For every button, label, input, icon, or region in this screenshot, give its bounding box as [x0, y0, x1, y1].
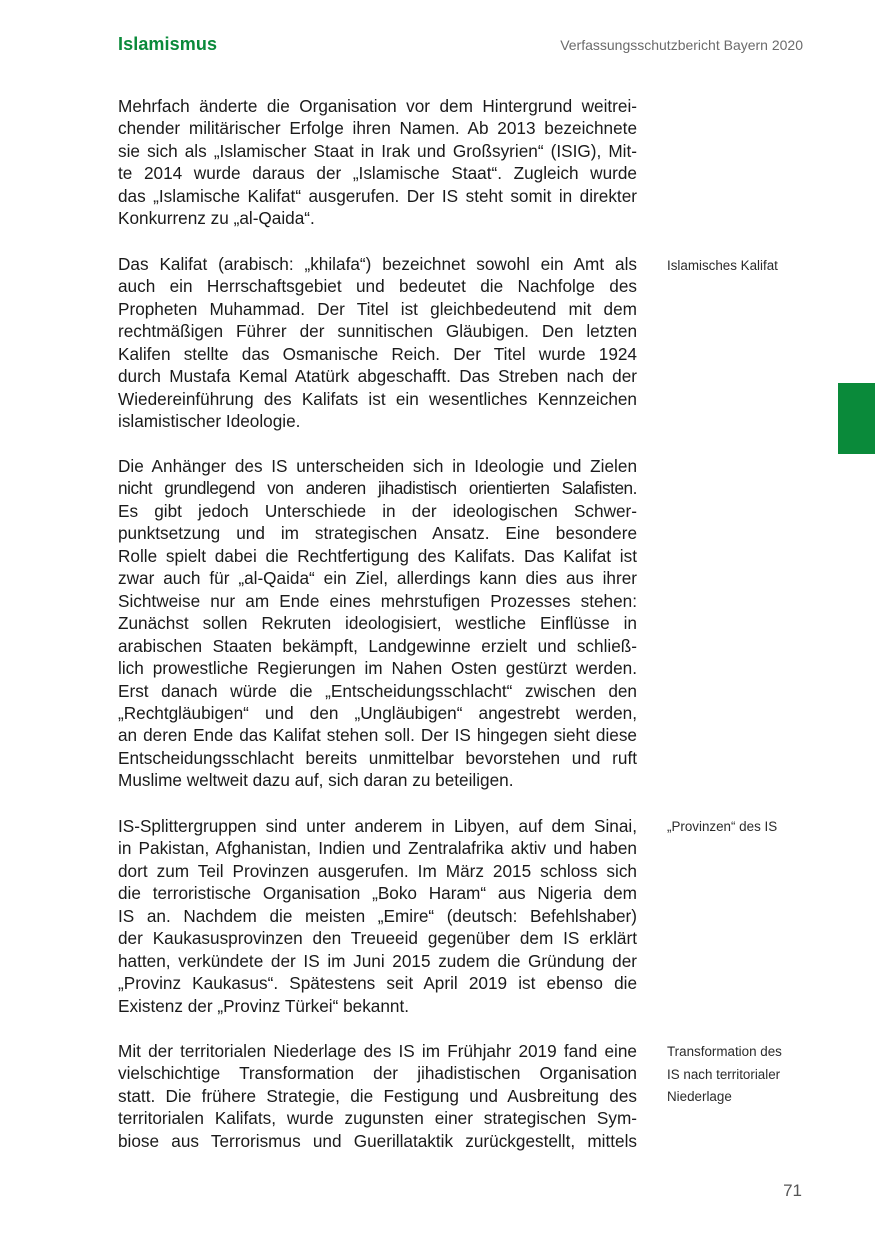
- text-line: „Provinz Kaukasus“. Spätestens seit April 2019 ist ebenso die: [118, 973, 637, 994]
- text-line: lich prowestliche Regierungen im Nahen Osten gestürzt werden.: [118, 658, 637, 679]
- text-line: in Pakistan, Afghanistan, Indien und Zentralafrika aktiv und haben: [118, 838, 637, 859]
- text-line: Die Anhänger des IS unterscheiden sich in Ideologie und Zielen: [118, 456, 637, 476]
- paragraph-caliphate-definition: [118, 253, 637, 433]
- text-line: Wiedereinführung des Kalifats ist ein wesentliches Kennzeichen: [118, 388, 637, 409]
- text-line: Sichtweise nur am Ende eines mehrstufigen Prozesses stehen:: [118, 590, 637, 611]
- text-line: durch Mustafa Kemal Atatürk abgeschafft. Das Streben nach der: [118, 366, 637, 387]
- text-line: auch ein Herrschaftsgebiet und bedeutet die Nachfolge des: [118, 276, 637, 297]
- text-line: Das Kalifat (arabisch: „khilafa“) bezeichnet sowohl ein Amt als: [118, 254, 637, 274]
- margin-note-transformation: [667, 1041, 827, 1109]
- text-line: vielschichtige Transformation der jihadistischen Organisation: [118, 1063, 637, 1084]
- text-line: rechtmäßigen Führer der sunnitischen Gläubigen. Den letzten: [118, 321, 637, 342]
- page-number: 71: [783, 1181, 802, 1200]
- margin-note-line: „Provinzen“ des IS: [667, 819, 778, 834]
- text-line: biose aus Terrorismus und Guerillataktik zurückgestellt, mittels: [118, 1130, 637, 1151]
- text-line: Konkurrenz zu „al-Qaida“.: [118, 208, 315, 229]
- text-line: zwar auch für „al-Qaida“ ein Ziel, allerdings kann dies aus ihrer: [118, 568, 637, 589]
- text-line: nicht grundlegend von anderen jihadistisch orientierten Salafisten.: [118, 478, 637, 499]
- text-line: der Kaukasusprovinzen den Treueeid gegenüber dem IS erklärt: [118, 928, 637, 949]
- text-line: statt. Die frühere Strategie, die Festigung und Ausbreitung des: [118, 1085, 637, 1106]
- text-line: Kalifen stellte das Osmanische Reich. Der Titel wurde 1924: [118, 343, 637, 364]
- margin-note-islamic-caliphate: [667, 255, 827, 278]
- text-line: Es gibt jedoch Unterschiede in der ideologischen Schwer-: [118, 500, 637, 521]
- margin-note-line: Niederlage: [667, 1089, 732, 1105]
- margin-note-line: Islamisches Kalifat: [667, 258, 778, 273]
- text-line: te 2014 wurde daraus der „Islamische Staat“. Zugleich wurde: [118, 163, 637, 184]
- text-line: Erst danach würde die „Entscheidungsschlacht“ zwischen den: [118, 680, 637, 701]
- margin-note-line: Transformation des: [667, 1044, 782, 1059]
- paragraph-transformation: [118, 1040, 637, 1152]
- text-line: Muslime weltweit dazu auf, sich daran zu beteiligen.: [118, 770, 514, 791]
- text-line: die terroristische Organisation „Boko Haram“ aus Nigeria dem: [118, 883, 637, 904]
- paragraph-ideology: [118, 455, 637, 792]
- text-line: territorialen Kalifats, wurde zugunsten einer strategischen Sym-: [118, 1108, 637, 1129]
- text-line: Entscheidungsschlacht bereits unmittelbar bevorstehen und ruft: [118, 747, 637, 768]
- paragraph-name-changes: [118, 95, 637, 230]
- text-line: Mehrfach änderte die Organisation vor dem Hintergrund weitrei-: [118, 96, 637, 116]
- paragraph-splinter-groups: [118, 815, 637, 1017]
- text-line: arabischen Staaten bekämpft, Landgewinne erzielt und schließ-: [118, 635, 637, 656]
- text-line: IS-Splittergruppen sind unter anderem in Libyen, auf dem Sinai,: [118, 816, 637, 836]
- text-line: Mit der territorialen Niederlage des IS im Frühjahr 2019 fand eine: [118, 1041, 637, 1061]
- text-line: Zunächst sollen Rekruten ideologisiert, westliche Einflüsse in: [118, 613, 637, 634]
- text-line: dort zum Teil Provinzen ausgerufen. Im März 2015 schloss sich: [118, 860, 637, 881]
- text-line: chender militärischer Erfolge ihren Namen. Ab 2013 bezeichnete: [118, 118, 637, 139]
- text-line: hatten, verkündete der IS im Juni 2015 zudem die Gründung der: [118, 950, 637, 971]
- chapter-thumb-tab: [838, 383, 875, 454]
- text-line: Existenz der „Provinz Türkei“ bekannt.: [118, 995, 410, 1016]
- text-line: Rolle spielt dabei die Rechtfertigung des Kalifats. Das Kalifat ist: [118, 545, 637, 566]
- running-header-report-title: Verfassungsschutzbericht Bayern 2020: [560, 37, 803, 53]
- text-line: an deren Ende das Kalifat stehen soll. Der IS hingegen sieht diese: [118, 725, 637, 746]
- text-line: islamistischer Ideologie.: [118, 411, 301, 432]
- margin-note-provinces: [667, 816, 827, 839]
- text-line: Propheten Muhammad. Der Titel ist gleichbedeutend mit dem: [118, 298, 637, 319]
- text-line: „Rechtgläubigen“ und den „Ungläubigen“ angestrebt werden,: [118, 702, 637, 723]
- margin-note-line: IS nach territorialer: [667, 1066, 781, 1082]
- text-line: sie sich als „Islamischer Staat in Irak und Großsyrien“ (ISIG), Mit-: [118, 140, 637, 161]
- text-line: das „Islamische Kalifat“ ausgerufen. Der IS steht somit in direkter: [118, 185, 637, 206]
- running-header-section: Islamismus: [118, 34, 218, 54]
- text-line: punktsetzung und im strategischen Ansatz. Eine besondere: [118, 523, 637, 544]
- text-line: IS an. Nachdem die meisten „Emire“ (deutsch: Befehlshaber): [118, 905, 637, 926]
